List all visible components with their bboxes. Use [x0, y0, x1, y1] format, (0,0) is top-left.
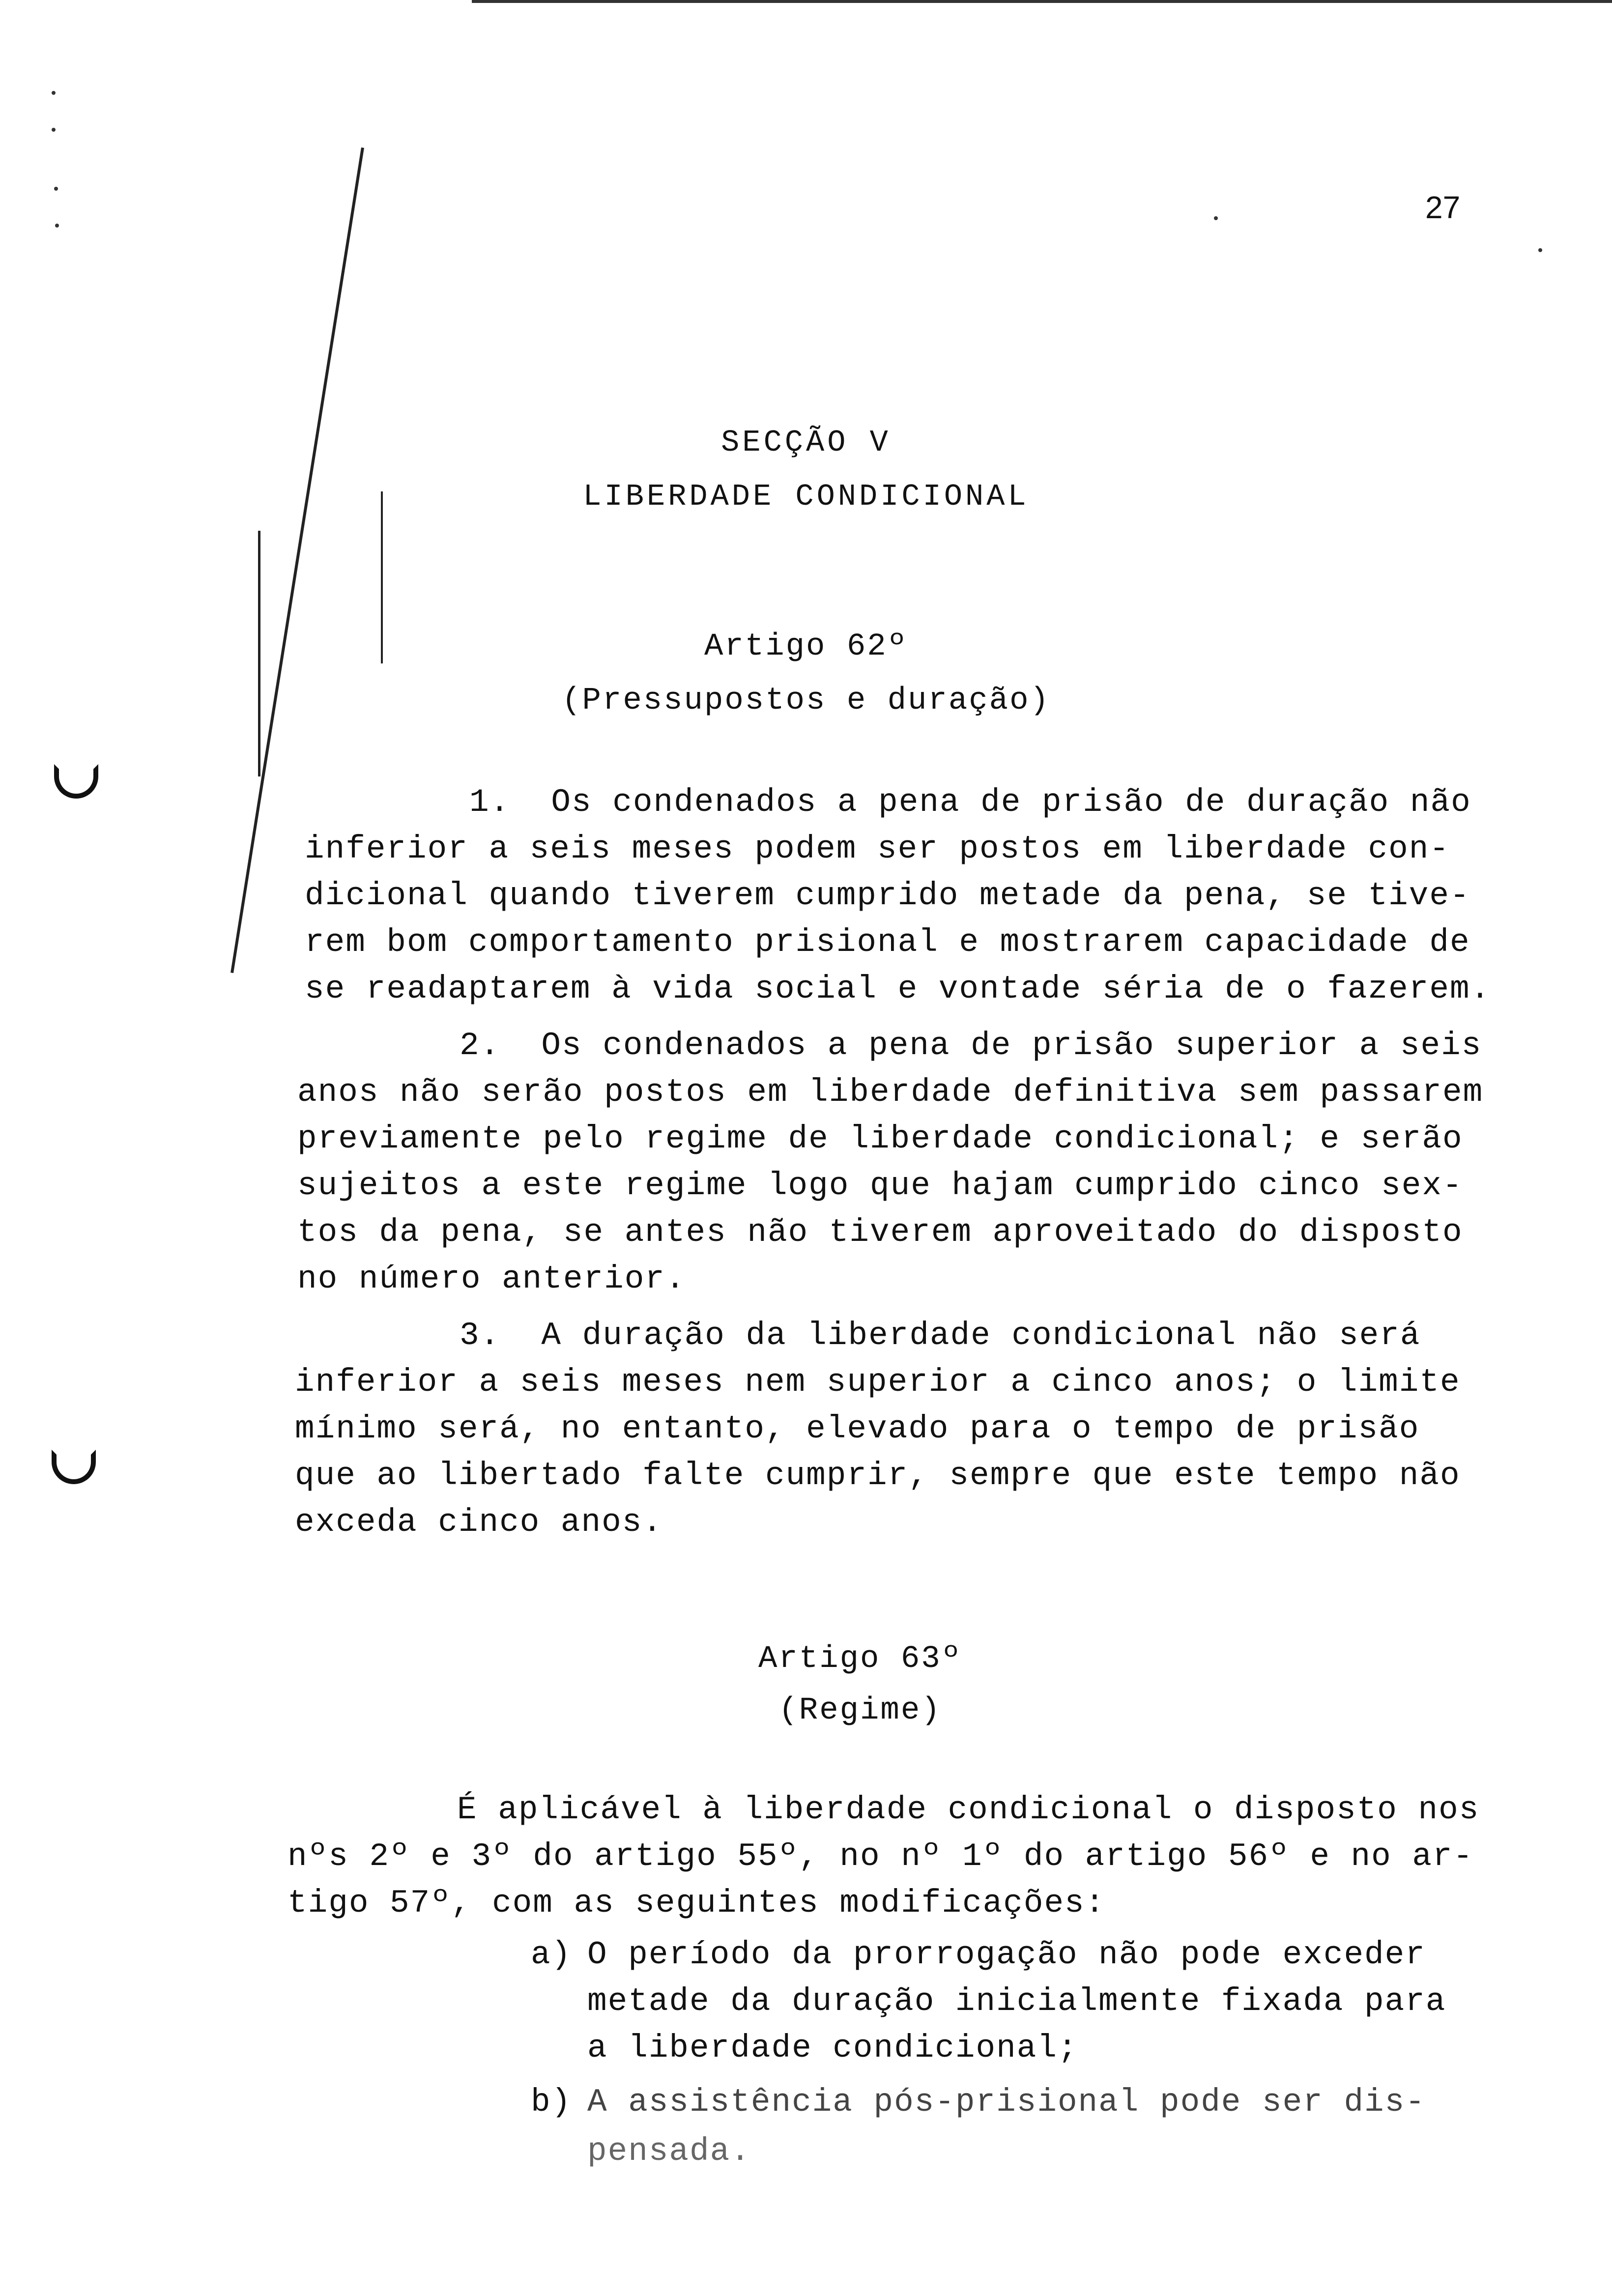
paragraph-line: exceda cinco anos. [295, 1504, 663, 1541]
scan-speck [1214, 216, 1218, 220]
paragraph-line: 2. Os condenados a pena de prisão superior a seis [460, 1027, 1482, 1064]
scan-speck [1538, 248, 1542, 252]
scan-speck [52, 128, 56, 132]
paragraph-line: anos não serão postos em liberdade definitiva sem passarem [297, 1074, 1484, 1111]
binder-hole-mark [52, 1450, 96, 1484]
article-heading: Artigo 63º [758, 1641, 962, 1677]
paragraph-line: nºs 2º e 3º do artigo 55º, no nº 1º do artigo 56º e no ar- [288, 1838, 1474, 1875]
list-item-line: A assistência pós-prisional pode ser dis- [587, 2084, 1426, 2121]
list-marker: a) [531, 1936, 572, 1973]
scan-speck [55, 224, 59, 228]
paragraph-line: 1. Os condenados a pena de prisão de duração não [469, 784, 1471, 821]
paragraph-line: rem bom comportamento prisional e mostrarem capacidade de [305, 924, 1470, 961]
section-label: SECÇÃO V [721, 425, 891, 460]
binder-hole-mark [54, 764, 98, 799]
paragraph-line: no número anterior. [297, 1261, 686, 1297]
page-number: 27 [1425, 190, 1461, 225]
list-marker: b) [531, 2084, 572, 2121]
list-item-line: metade da duração inicialmente fixada para [587, 1983, 1446, 2020]
paragraph-line: dicional quando tiverem cumprido metade da pena, se tive- [305, 877, 1470, 914]
paragraph-line: inferior a seis meses podem ser postos em liberdade con- [305, 831, 1450, 867]
article-subtitle: (Pressupostos e duração) [562, 683, 1050, 718]
article-heading: Artigo 62º [704, 629, 908, 664]
list-item-line: pensada. [587, 2133, 751, 2170]
paragraph-line: 3. A duração da liberdade condicional não será [460, 1317, 1421, 1354]
scan-speck [54, 187, 58, 191]
top-border-rule [472, 0, 1612, 3]
list-item-line: O período da prorrogação não pode exceder [587, 1936, 1426, 1973]
section-title: LIBERDADE CONDICIONAL [583, 479, 1029, 514]
paragraph-line: É aplicável à liberdade condicional o disposto nos [457, 1791, 1480, 1828]
paragraph-line: inferior a seis meses nem superior a cinco anos; o limite [295, 1364, 1461, 1401]
scan-speck [52, 91, 56, 95]
paragraph-line: que ao libertado falte cumprir, sempre que este tempo não [295, 1457, 1461, 1494]
paragraph-line: previamente pelo regime de liberdade condicional; e serão [297, 1120, 1463, 1157]
article-subtitle: (Regime) [778, 1693, 942, 1728]
paragraph-line: tigo 57º, com as seguintes modificações: [288, 1885, 1106, 1922]
paragraph-line: sujeitos a este regime logo que hajam cumprido cinco sex- [297, 1167, 1463, 1204]
paragraph-line: mínimo será, no entanto, elevado para o tempo de prisão [295, 1410, 1420, 1447]
paragraph-line: tos da pena, se antes não tiverem aproveitado do disposto [297, 1214, 1463, 1251]
list-item-line: a liberdade condicional; [587, 2030, 1078, 2066]
paragraph-line: se readaptarem à vida social e vontade séria de o fazerem. [305, 971, 1491, 1007]
